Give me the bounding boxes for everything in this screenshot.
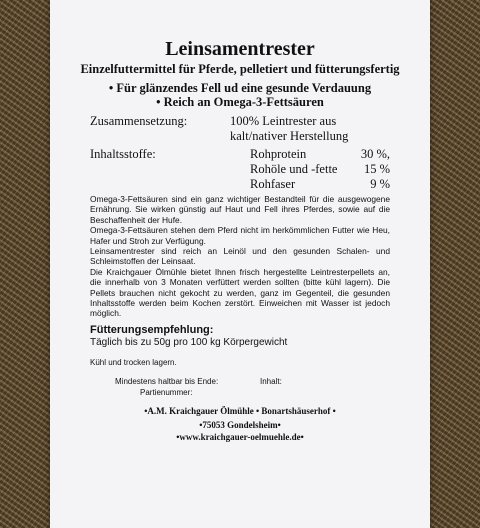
benefit-2: • Reich an Omega-3-Fettsäuren <box>156 95 324 109</box>
ingredient-name: Rohöle und -fette <box>250 162 338 176</box>
product-subtitle: Einzelfuttermittel für Pferde, pelletiert und fütterungsfertig <box>80 62 400 76</box>
product-label <box>50 0 430 528</box>
composition-label: Zusammensetzung: <box>90 114 188 128</box>
contents-label: Inhalt: <box>260 377 282 386</box>
best-before-label: Mindestens haltbar bis Ende: <box>115 377 219 386</box>
ingredient-name: Rohprotein <box>250 147 307 161</box>
ingredient-value: 9 % <box>370 177 390 191</box>
footer-website: •www.kraichgauer-oelmuehle.de• <box>176 432 304 442</box>
benefit-1: • Für glänzendes Fell ud eine gesunde Verdauung <box>108 81 372 95</box>
description-paragraph: Die Kraichgauer Ölmühle bietet Ihnen frisch hergestellte Leintresterpellets an, die innerhalb von 3 Monaten verfüttert werden sollten (bitte kühl lagern). Die Pellets brauchen nicht gekocht zu werden, ganz im Gegenteil, die gesunden Inhaltsstoffe werden beim Kochen zerstört. Einweichen mit Wasser ist jedoch möglich. <box>90 266 390 319</box>
ingredient-value: 30 %, <box>360 147 390 161</box>
composition-value: 100% Leintrester aus kalt/nativer Herstellung <box>230 114 349 143</box>
ingredient-value: 15 % <box>363 162 390 176</box>
description-paragraph: Omega-3-Fettsäuren stehen dem Pferd nicht im herkömmlichen Futter wie Heu, Hafer und Stroh zur Verfügung. <box>90 225 390 246</box>
ingredients-label: Inhaltsstoffe: <box>90 147 156 161</box>
description-paragraph: Omega-3-Fettsäuren sind ein ganz wichtiger Bestandteil für die ausgewogene Ernährung. Sie wirken günstig auf Haut und Fell ihres Pferdes, sowie auf die Beschaffenheit der Hufe. <box>90 194 390 225</box>
batch-number-label: Partienummer: <box>140 388 193 397</box>
feeding-heading: Fütterungsempfehlung: <box>90 324 214 336</box>
description <box>90 194 390 319</box>
footer-city: •75053 Gondelsheim• <box>199 420 281 430</box>
description-paragraph: Leinsamentrester sind reich an Leinöl und den gesunden Schalen- und Schleimstoffen der Leinsaat. <box>90 246 390 267</box>
storage-note: Kühl und trocken lagern. <box>90 358 177 367</box>
ingredient-name: Rohfaser <box>250 177 296 191</box>
feeding-text: Täglich bis zu 50g pro 100 kg Körpergewicht <box>90 337 288 348</box>
footer-address: •A.M. Kraichgauer Ölmühle • Bonartshäuserhof • <box>144 406 336 416</box>
product-title: Leinsamentrester <box>165 38 315 60</box>
